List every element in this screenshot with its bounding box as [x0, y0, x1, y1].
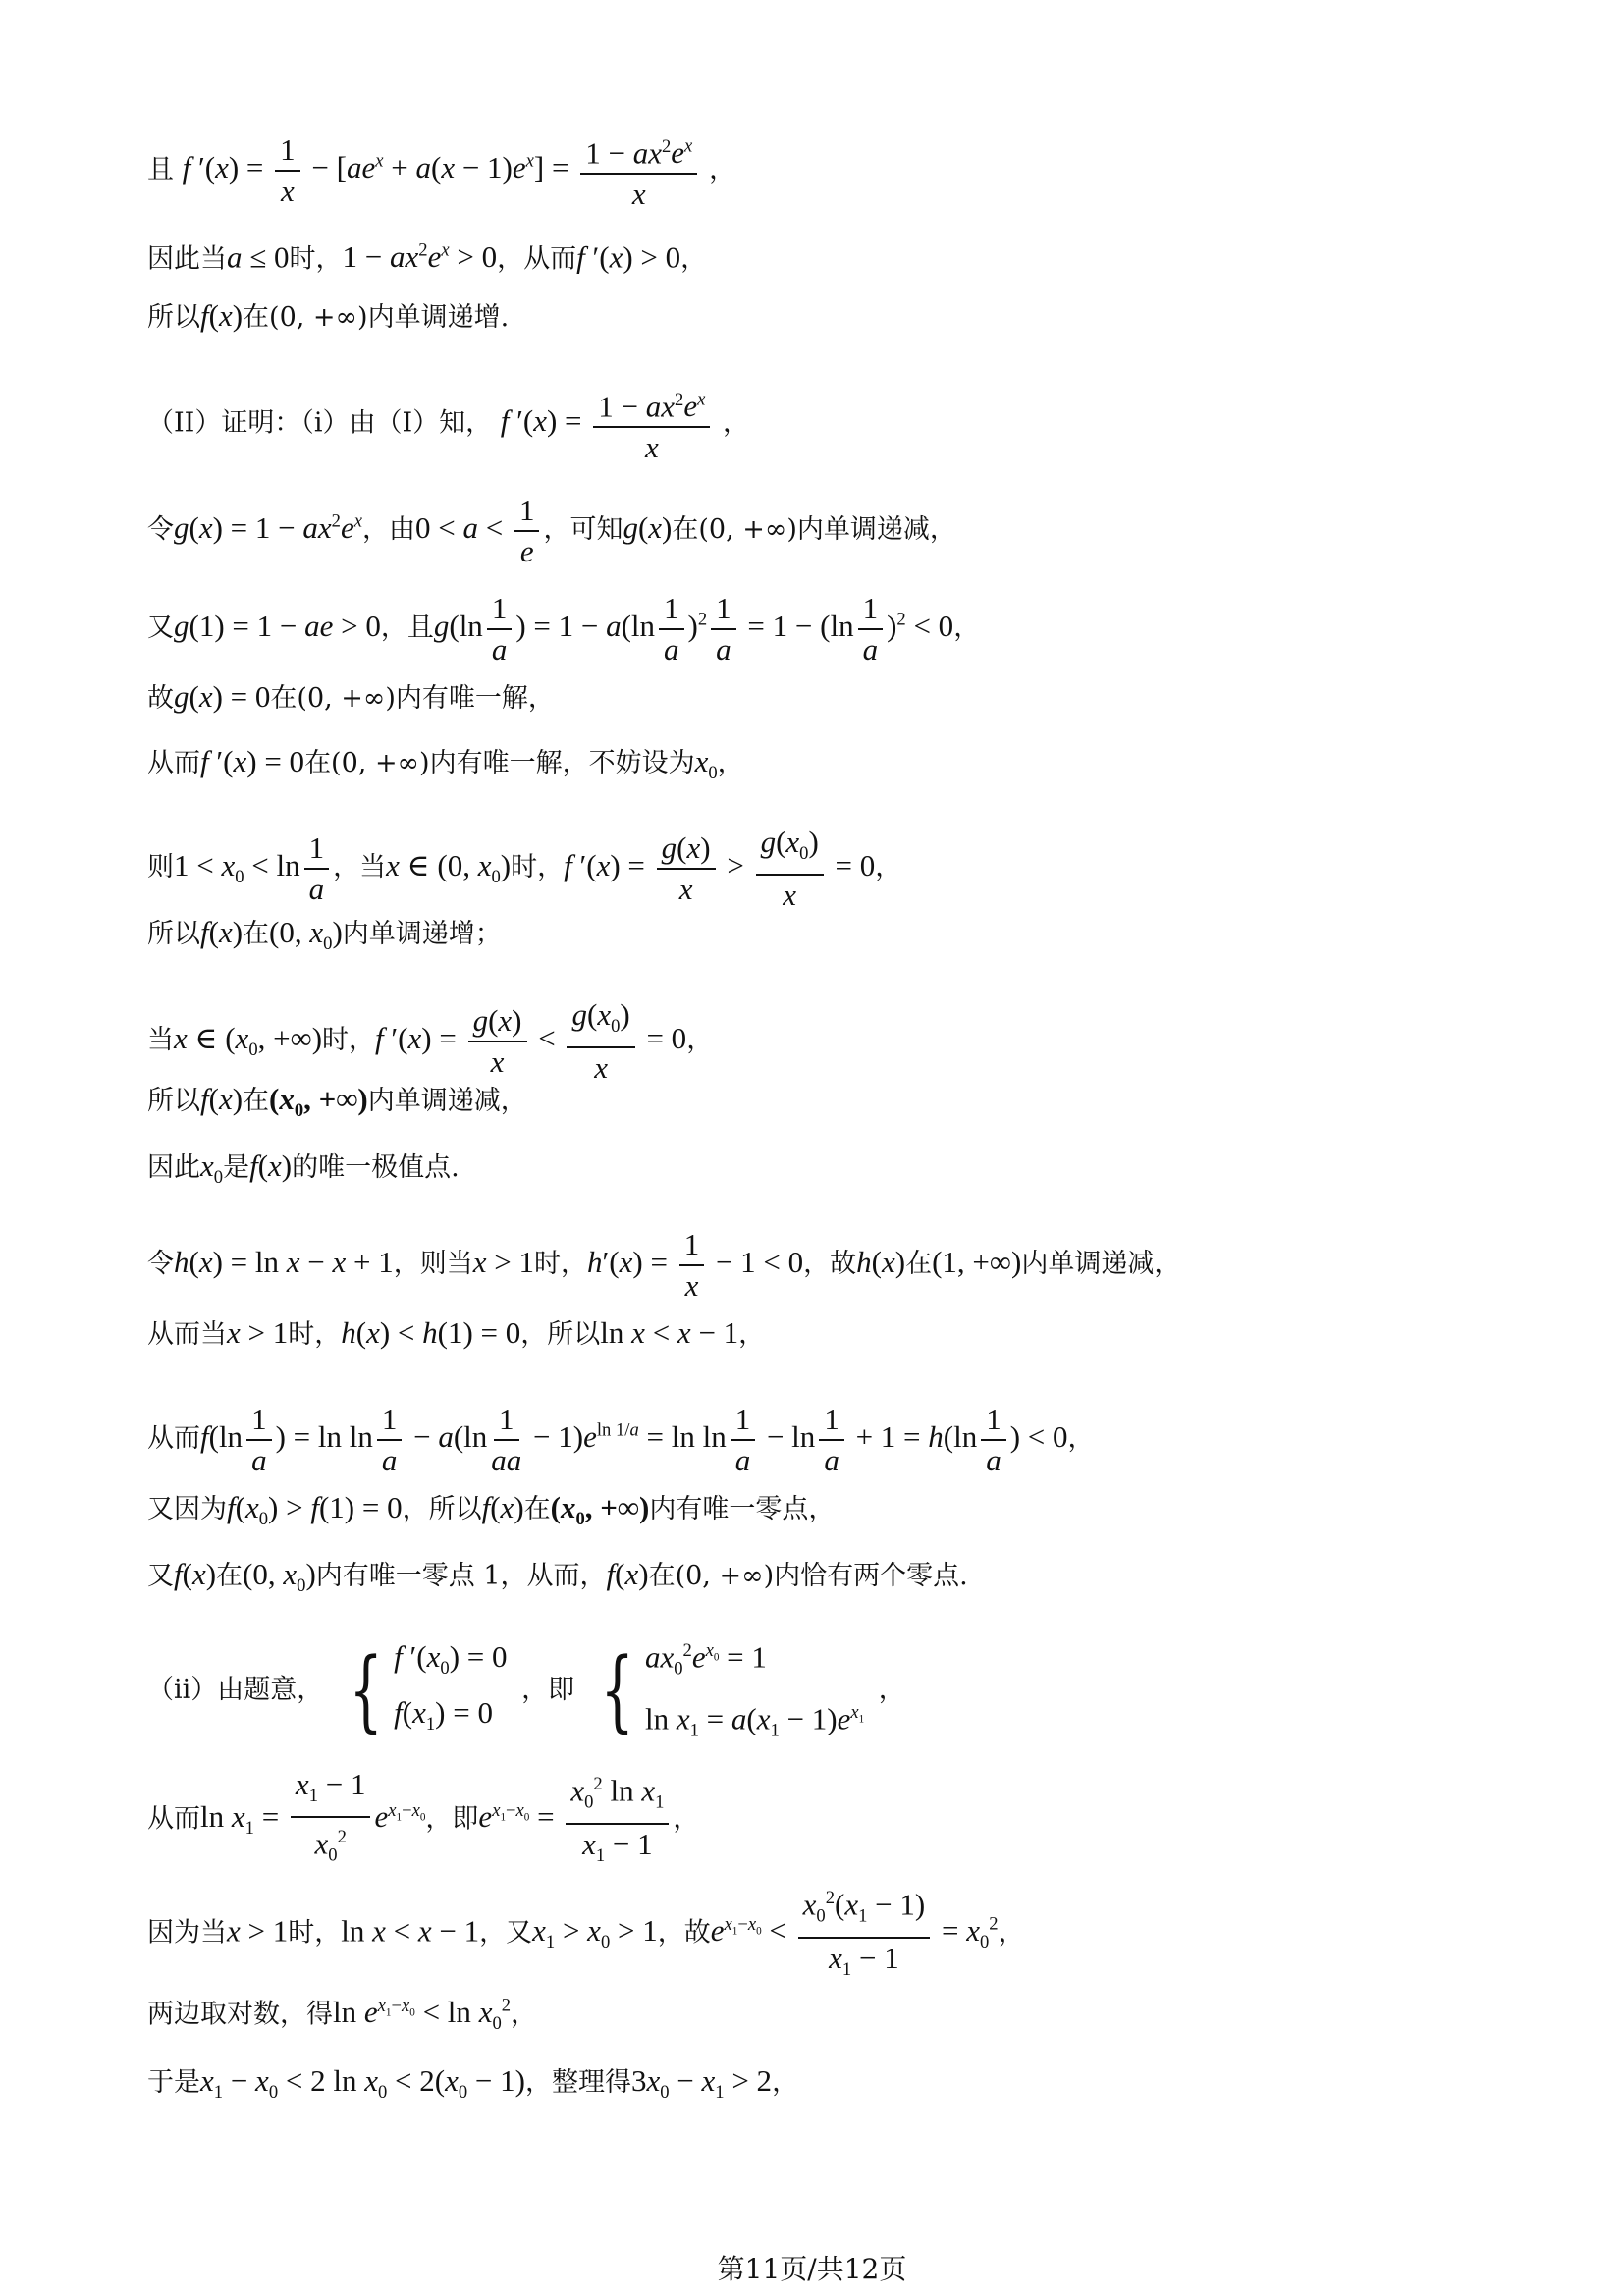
math-expression: x > 1	[227, 1315, 289, 1350]
math-expression: h(x) < h(1) = 0	[341, 1315, 521, 1350]
math-expression: (0, $x_0$)	[269, 915, 343, 955]
text: 从而当	[147, 1319, 227, 1350]
text: （II）证明：（i）由（I）知，	[147, 407, 493, 439]
proof-line-23	[147, 2061, 1506, 2112]
text: 是	[223, 1152, 250, 1183]
math-expression: $\ln e^{x_1-x_0} < \ln x_0^2$	[333, 1995, 512, 2035]
text: 在(0, +∞)内单调递增.	[243, 302, 510, 333]
text: ，则当	[393, 1249, 473, 1280]
text: ，	[953, 613, 981, 644]
proof-line-19	[147, 1629, 1506, 1752]
math-expression: ($x_0$, +∞)	[269, 1082, 368, 1122]
math-expression: f ′(x) = 0	[200, 744, 305, 778]
text: ，	[875, 852, 902, 883]
text: 因为当	[147, 1917, 227, 1949]
text: ，	[998, 1917, 1025, 1949]
text: 当	[147, 1025, 174, 1056]
math-expression: f(x)	[606, 1557, 649, 1591]
text: ，所以	[402, 1494, 482, 1524]
proof-line-17	[147, 1488, 1506, 1539]
math-expression: f ′(x) = $\frac{g(x)}{x}$ < $\frac{g(x_0)}{x}$ = 0	[375, 997, 687, 1086]
math-expression: $x_0$	[200, 1148, 224, 1189]
math-expression: h(x)	[856, 1245, 906, 1280]
text: ，	[738, 1319, 766, 1350]
math-expression: a ≤ 0	[227, 240, 290, 275]
math-expression: $e^{x_1-x_0}$ = $\frac{x_0^2 \ln x_1}{x_1 - 1}$	[478, 1799, 673, 1834]
text: 时，	[288, 1319, 342, 1350]
math-expression: f(x)	[249, 1148, 293, 1183]
text: 在	[905, 1249, 933, 1280]
system-row: $ax_0^2e^{x_0} = 1$	[644, 1639, 767, 1680]
text: 的唯一极值点.	[292, 1152, 460, 1183]
math-expression: f ′(x) = $\frac{1 - ax^2e^x}{x}$	[501, 403, 715, 438]
system-row: $f(x_1) = 0$	[394, 1694, 493, 1735]
text: 内单调递增；	[342, 919, 502, 949]
proof-line-4	[147, 383, 1506, 465]
math-expression: x ∈ (0, $x_0$)	[386, 848, 512, 888]
math-expression: f(x)	[200, 915, 244, 949]
text: 则	[147, 852, 174, 883]
proof-line-12	[147, 1080, 1506, 1131]
math-expression: $\ln x_1$ = $\frac{x_1 - 1}{x_0^2}$ $e^{x_1-x_0}$	[200, 1767, 426, 1866]
text: 时，	[534, 1249, 588, 1280]
proof-line-6	[147, 591, 1506, 667]
system-row: $\ln x_1 = a(x_1 - 1)e^{x_1}$	[644, 1700, 865, 1741]
math-expression: f(x)	[174, 1557, 217, 1591]
text: 在	[523, 1494, 551, 1524]
text: ，所以	[520, 1319, 601, 1350]
text: 又因为	[147, 1494, 227, 1524]
math-expression: g(x) = 0	[174, 679, 271, 714]
math-expression: $3x_0 - x_1 > 2$	[630, 2063, 773, 2104]
text: 时，	[289, 243, 343, 275]
math-expression: h′(x) = $\frac{1}{x}$ − 1 < 0	[587, 1227, 804, 1303]
proof-line-2	[147, 232, 1506, 279]
math-expression: g(x)	[623, 510, 673, 546]
text: 在(0, +∞)内恰有两个零点.	[648, 1561, 968, 1591]
text: ，故	[803, 1249, 857, 1280]
text: ，且	[380, 613, 434, 644]
proof-line-5	[147, 493, 1506, 569]
text: ，从而	[497, 243, 577, 275]
math-expression: $x_1 - x_0 < 2$ $\ln x_0 < 2(x_0 - 1)$	[200, 2063, 525, 2104]
proof-line-18	[147, 1555, 1506, 1606]
text: 在(0, +∞)内有唯一解，	[270, 683, 555, 714]
math-expression: f(x)	[200, 298, 244, 333]
text: ，	[878, 1675, 905, 1706]
text: ，	[722, 407, 749, 439]
text: 在	[243, 919, 270, 949]
math-expression: $f(x_0) > f(1) = 0$	[227, 1490, 403, 1530]
text: ，整理得	[524, 2067, 631, 2098]
text: ，可知	[543, 514, 623, 546]
text: 因此	[147, 1152, 200, 1183]
equation-system: { f $'(x_0) = 0$ $f(x_1) = 0$	[338, 1635, 508, 1745]
math-expression: $1 - ax^2e^x > 0$	[342, 240, 498, 275]
proof-line-14	[147, 1227, 1506, 1304]
text: ，	[686, 1025, 714, 1056]
text: 在(0, +∞)内有唯一解，不妨设为	[304, 748, 695, 778]
text: 令	[147, 1249, 174, 1280]
proof-line-20	[147, 1767, 1506, 1874]
math-expression: x > 1	[472, 1245, 535, 1280]
text: 所以	[147, 919, 200, 949]
page-footer: 第11页/共12页	[717, 2253, 907, 2285]
equation-system: { $ax_0^2e^{x_0} = 1$ $\ln x_1 = a(x_1 - 1)e^{x_1}$	[589, 1629, 865, 1752]
text: 所以	[147, 1086, 200, 1116]
math-expression: $e^{x_1-x_0}$ < $\frac{x_0^2(x_1 - 1)}{x_1 - 1}$ = $x_0^2$	[711, 1913, 999, 1948]
math-expression: $1 < x_0 < \ln$ $\frac{1}{a}$	[174, 848, 333, 882]
text: ，由	[361, 514, 415, 546]
proof-line-13	[147, 1147, 1506, 1198]
math-expression: 0 < a < $\frac{1}{e}$	[415, 510, 543, 545]
text: ，即	[521, 1675, 575, 1706]
text: 因此当	[147, 243, 227, 275]
text: ，即	[425, 1803, 479, 1835]
text: ，	[717, 748, 744, 778]
proof-line-11	[147, 997, 1506, 1086]
proof-line-8	[147, 742, 1506, 793]
math-expression: $x_0$	[694, 744, 718, 784]
math-expression: ln x < x − 1	[341, 1913, 480, 1949]
proof-line-15	[147, 1313, 1506, 1355]
text: 时，	[288, 1917, 342, 1949]
text: 时，	[322, 1025, 376, 1056]
proof-line-10	[147, 913, 1506, 964]
text: 内单调递减，	[367, 1086, 527, 1116]
text: ，	[680, 243, 708, 275]
text: 在	[243, 1086, 270, 1116]
text: 且	[147, 154, 174, 186]
text: 内单调递减，	[1021, 1249, 1181, 1280]
text: ，又	[479, 1917, 533, 1949]
text: 故	[147, 683, 174, 714]
text: ，	[673, 1803, 700, 1835]
text: ，	[709, 154, 736, 186]
math-expression: $x_1 > x_0 > 1$	[532, 1913, 658, 1953]
math-expression: f ′(x) > 0	[576, 240, 681, 275]
text: 时，	[511, 852, 565, 883]
text: 又	[147, 1561, 174, 1591]
proof-line-7	[147, 677, 1506, 719]
math-expression: ln x < x − 1	[600, 1315, 739, 1350]
text: 在(0, +∞)内单调递减，	[672, 514, 956, 546]
math-expression: f ′(x) = $\frac{g(x)}{x}$ > $\frac{g(x_0)}{x}$ = 0	[564, 825, 876, 913]
text: 从而	[147, 1803, 200, 1835]
text: 又	[147, 613, 174, 644]
math-expression: x > 1	[227, 1913, 289, 1949]
text: 令	[147, 514, 174, 546]
math-expression: $g(x) = 1 - ax^2e^x$	[174, 510, 362, 546]
text: ，	[511, 1999, 538, 2030]
math-expression: g(1) = 1 − ae > 0	[174, 609, 381, 644]
proof-line-21	[147, 1881, 1506, 1988]
text: 内有唯一零点，	[649, 1494, 836, 1524]
text: 两边取对数，得	[147, 1999, 333, 2030]
math-expression: g(ln $\frac{1}{a}$ ) = 1 − a(ln $\frac{1}{a}$ )$^2$ $\frac{1}{a}$ = 1 − (ln $\frac{1}{a}$ )$^2$ < 0	[433, 591, 954, 667]
text: ，	[772, 2067, 799, 2098]
math-expression: x ∈ ($x_0$, +∞)	[174, 1021, 323, 1061]
proof-line-3	[147, 296, 1506, 338]
system-row: f $'(x_0) = 0$	[394, 1639, 508, 1680]
text: 从而	[147, 1423, 200, 1455]
proof-line-22	[147, 1987, 1506, 2045]
text: 从而	[147, 748, 200, 778]
text: 在	[216, 1561, 244, 1591]
text: 所以	[147, 302, 200, 333]
math-expression: (0, $x_0$)	[243, 1557, 316, 1597]
text: ，当	[333, 852, 387, 883]
math-expression: ($x_0$, +∞)	[550, 1490, 650, 1530]
proof-line-16	[147, 1402, 1506, 1478]
math-expression: f(x)	[481, 1490, 524, 1524]
proof-line-1	[147, 130, 1506, 212]
proof-line-9	[147, 825, 1506, 913]
text: 内有唯一零点 1，从而，	[315, 1561, 607, 1591]
text: ，	[1067, 1423, 1095, 1455]
math-expression: (1, +∞)	[932, 1245, 1022, 1280]
text: （ii）由题意，	[147, 1675, 324, 1706]
math-expression: f(ln $\frac{1}{a}$ ) = ln ln $\frac{1}{a}$ − a(ln $\frac{1}{aa}$ − $1)e^{ln 1/a} = \ln \ln$ $\frac{1}{a}$ − ln $\frac{1}{a}$ + 1 = h(ln $\frac{1}{a}$ ) < 0	[200, 1402, 1068, 1477]
math-expression: h(x) = ln x − x + 1	[174, 1245, 394, 1280]
text: ，故	[657, 1917, 711, 1949]
text: 于是	[147, 2067, 200, 2098]
math-expression: f ′(x) = $\frac{1}{x}$ − $[ae^x + a(x - 1)e^x]$ = $\frac{1 - ax^2e^x}{x}$	[183, 150, 709, 185]
math-expression: f(x)	[200, 1082, 244, 1116]
